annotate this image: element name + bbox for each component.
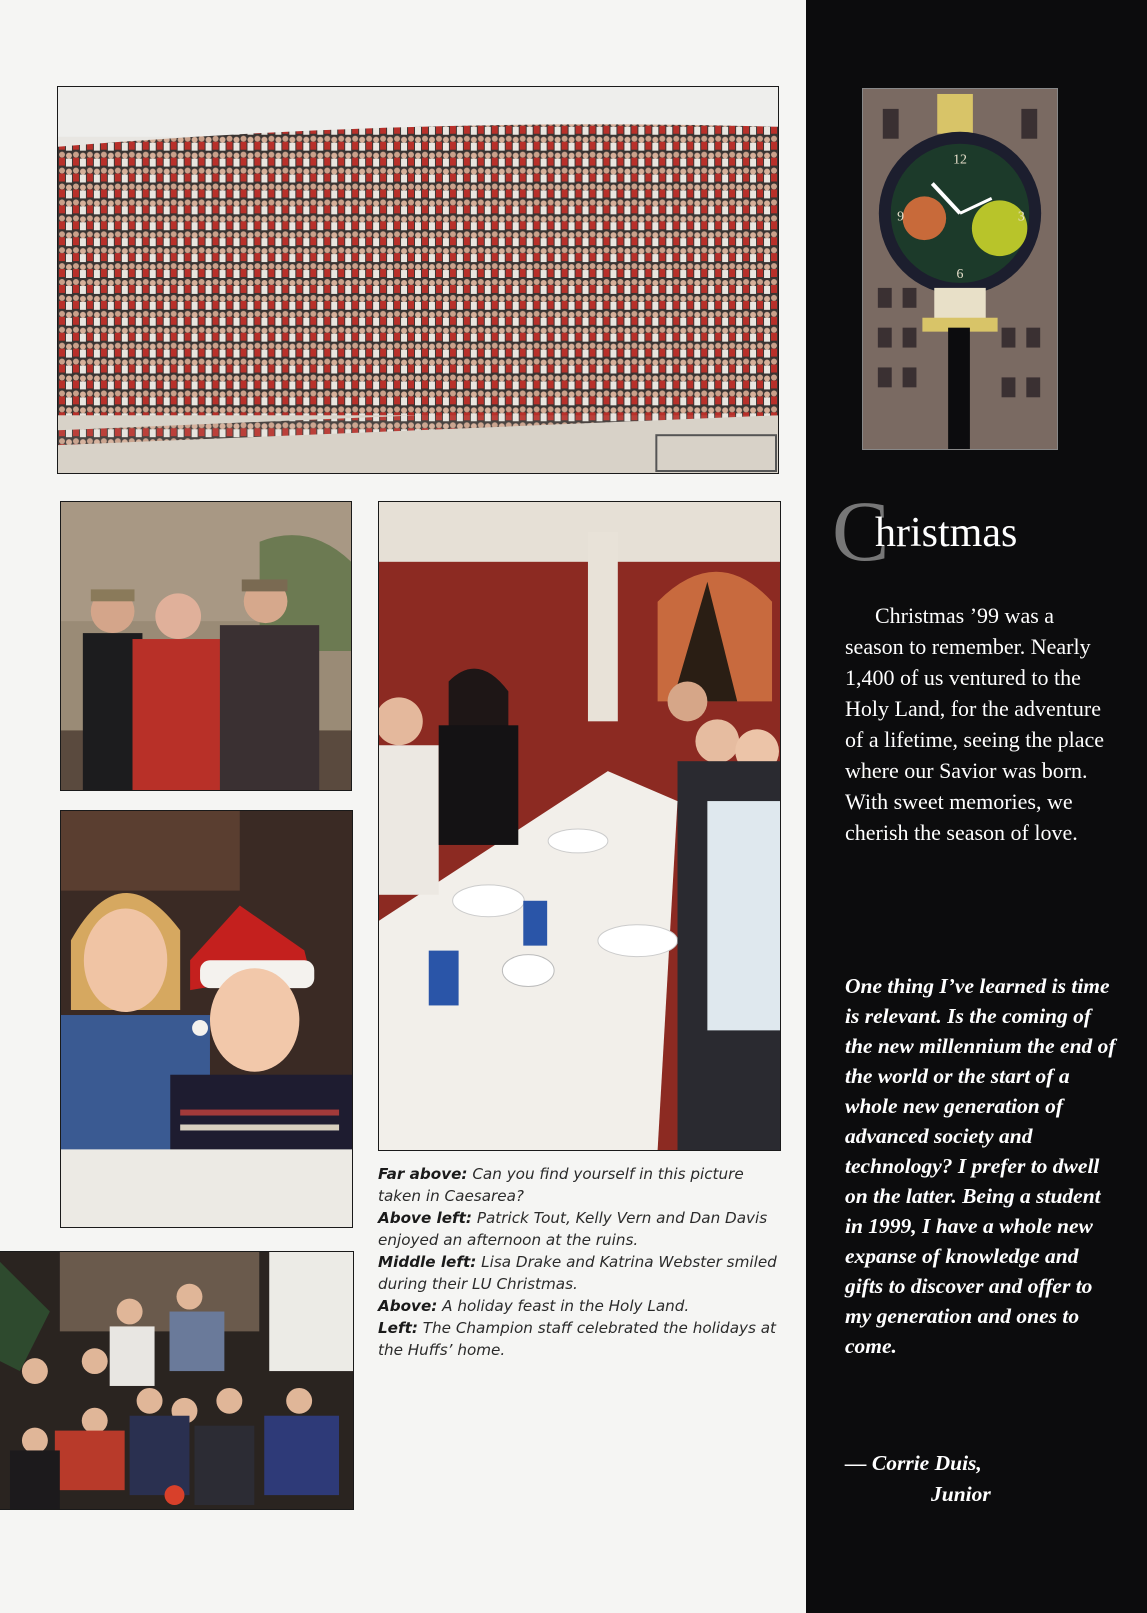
caption-middle-left	[378, 1251, 788, 1295]
caption-text: Lisa Drake and Katrina Webster smiled during their LU Christmas.	[378, 1253, 777, 1293]
caption-text: The Champion staff celebrated the holidays at the Huffs’ home.	[378, 1319, 776, 1359]
caption-above-left	[378, 1207, 788, 1251]
body-paragraph: Christmas ’99 was a season to remember. Nearly 1,400 of us ventured to the Holy Land, for the adventure of a lifetime, seeing the place where our Savior was born. With sweet memories, we cherish the season of love.	[845, 603, 1104, 845]
champion-staff-photo	[0, 1251, 354, 1510]
caption-text: Patrick Tout, Kelly Vern and Dan Davis enjoyed an afternoon at the ruins.	[378, 1209, 768, 1249]
student-quote: One thing I’ve learned is time is relevant. Is the coming of the new millennium the end of the world or the start of a whole new generation of advanced society and technology? I prefer to dwell on the latter. Being a student in 1999, I have a whole new expanse of knowledge and gifts to discover and offer to my generation and ones to come.	[845, 974, 1116, 1358]
quote-author: — Corrie Duis,	[845, 1451, 982, 1475]
holiday-feast-photo	[378, 501, 781, 1151]
clock-numeral-6: 6	[956, 266, 964, 282]
section-title	[832, 483, 1132, 579]
ruins-trio-photo	[60, 501, 352, 791]
title-text: hristmas	[875, 510, 1018, 556]
caption-label: Far above:	[378, 1165, 468, 1183]
photo-captions	[378, 1163, 788, 1361]
clock-numeral-9: 9	[897, 209, 905, 225]
caption-above	[378, 1295, 788, 1317]
clock-numeral-12: 12	[953, 152, 967, 168]
title-dropcap: C	[832, 483, 890, 579]
caption-label: Above left:	[378, 1209, 472, 1227]
caption-text: A holiday feast in the Holy Land.	[437, 1297, 690, 1315]
caption-text: Can you find yourself in this picture taken in Caesarea?	[378, 1165, 744, 1205]
clock-numeral-3: 3	[1017, 209, 1025, 225]
caption-label: Above:	[378, 1297, 438, 1315]
caption-label: Left:	[378, 1319, 418, 1337]
caption-far-above	[378, 1163, 788, 1207]
street-clock-photo	[862, 88, 1058, 450]
caption-left	[378, 1317, 788, 1361]
quote-role: Junior	[931, 1482, 991, 1506]
caption-label: Middle left:	[378, 1253, 477, 1271]
crowd-photo-caesarea	[57, 86, 779, 474]
santa-hat-friends-photo	[60, 810, 353, 1228]
quote-attribution	[845, 1448, 1120, 1510]
